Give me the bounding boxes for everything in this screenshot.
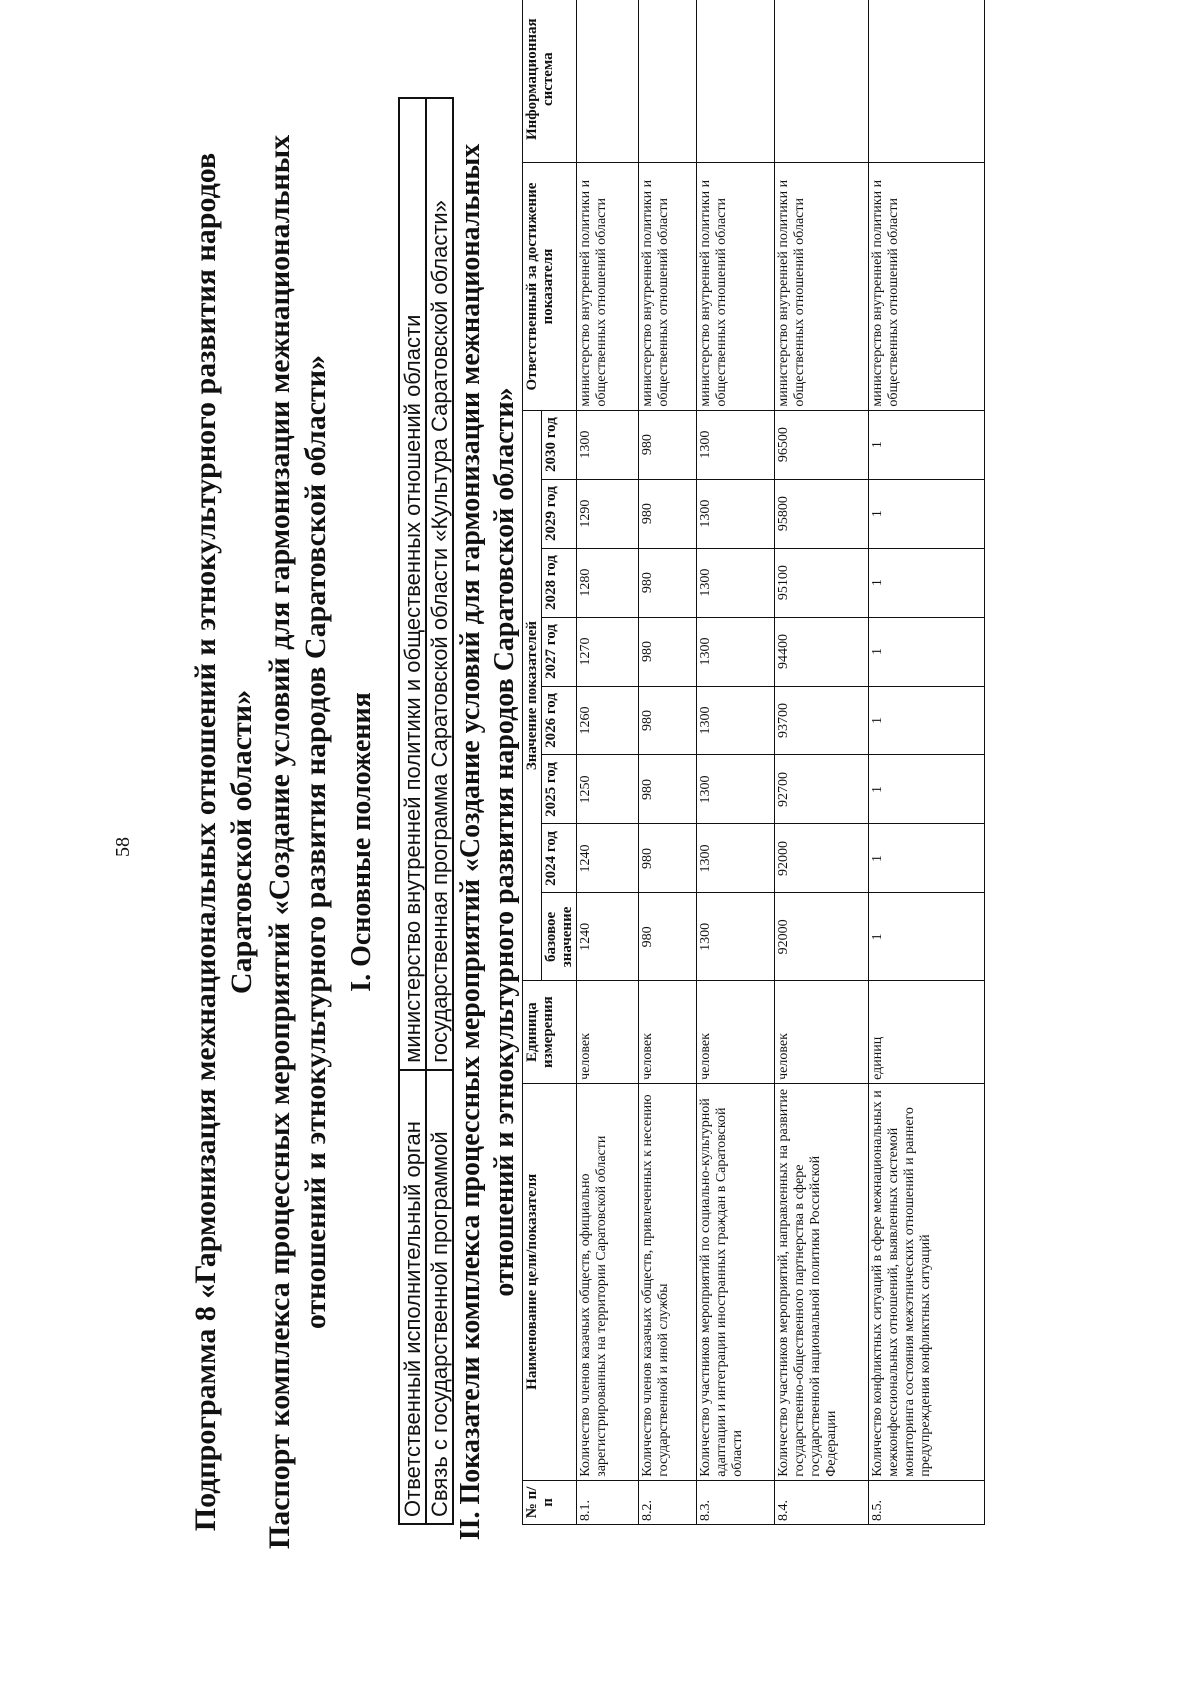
indicators-table: [522, 0, 985, 1525]
base-value-cell: 1300: [697, 893, 775, 981]
base-value-cell: 1: [869, 893, 985, 981]
year-value-cell: 1290: [577, 479, 639, 548]
col-header-year: 2029 год: [542, 479, 577, 548]
col-header-year: 2024 год: [542, 824, 577, 893]
year-value-cell: 1300: [697, 824, 775, 893]
year-value-cell: 980: [639, 755, 697, 824]
info-system-cell: [577, 0, 639, 163]
year-value-cell: 93700: [775, 686, 869, 755]
row-number: 8.4.: [775, 1480, 869, 1524]
row-value: министерство внутренней политики и общественных отношений области: [399, 98, 426, 1070]
year-value-cell: 1300: [697, 617, 775, 686]
responsible-cell: министерство внутренней политики и общественных отношений области: [869, 163, 985, 410]
table-row: [639, 0, 697, 1525]
year-value-cell: 1300: [697, 479, 775, 548]
year-value-cell: 1: [869, 755, 985, 824]
table-row: [869, 0, 985, 1525]
year-value-cell: 1280: [577, 548, 639, 617]
year-value-cell: 980: [639, 479, 697, 548]
subprogram-title: Подпрограмма 8 «Гармонизация межнациональных отношений и этнокультурного развития народов Саратовской области»: [189, 152, 258, 1532]
base-value-cell: 980: [639, 893, 697, 981]
year-value-cell: 980: [639, 617, 697, 686]
info-system-cell: [697, 0, 775, 163]
table-row: [775, 0, 869, 1525]
col-header-year: 2027 год: [542, 617, 577, 686]
col-header-unit: Единица измерения: [523, 981, 577, 1083]
col-header-base: базовое значение: [542, 893, 577, 981]
col-header-num: № п/п: [523, 1480, 577, 1524]
year-value-cell: 1: [869, 548, 985, 617]
table-row: [426, 98, 453, 1524]
basic-provisions-table: [398, 97, 454, 1525]
row-value: государственная программа Саратовской области «Культура Саратовской области»: [426, 98, 453, 1070]
year-value-cell: 92000: [775, 824, 869, 893]
year-value-cell: 980: [639, 548, 697, 617]
col-header-year: 2026 год: [542, 686, 577, 755]
year-value-cell: 1260: [577, 686, 639, 755]
year-value-cell: 96500: [775, 410, 869, 479]
row-label: Ответственный исполнительный орган: [399, 1070, 426, 1524]
year-value-cell: 1: [869, 824, 985, 893]
year-value-cell: 1240: [577, 824, 639, 893]
indicator-name: Количество членов казачьих обществ, привлеченных к несению государственной и иной службы: [639, 1083, 697, 1480]
base-value-cell: 92000: [775, 893, 869, 981]
section2-heading: II. Показатели комплекса процессных мероприятий «Создание условий для гармонизации межнациональных отношений и этнокультурного развития народов Саратовской области»: [455, 143, 520, 1541]
year-value-cell: 980: [639, 410, 697, 479]
base-value-cell: 1240: [577, 893, 639, 981]
col-header-values: Значение показателей: [523, 410, 542, 981]
unit-cell: единиц: [869, 981, 985, 1083]
indicator-name: Количество конфликтных ситуаций в сфере межнациональных и межконфессиональных отношений, выявленных системой мониторинга состояния межэтнических отношений и раннего предупреждения конфликтных ситуаций: [869, 1083, 985, 1480]
indicator-name: Количество участников мероприятий, направленных на развитие государственно-общественного партнерства в сфере государственной национальной политики Российской Федерации: [775, 1083, 869, 1480]
page-number: 58: [112, 837, 134, 857]
row-number: 8.1.: [577, 1480, 639, 1524]
row-label: Связь с государственной программой: [426, 1070, 453, 1524]
year-value-cell: 980: [639, 824, 697, 893]
responsible-cell: министерство внутренней политики и общественных отношений области: [775, 163, 869, 410]
year-value-cell: 1300: [697, 548, 775, 617]
info-system-cell: [775, 0, 869, 163]
col-header-year: 2030 год: [542, 410, 577, 479]
year-value-cell: 1300: [697, 755, 775, 824]
col-header-year: 2028 год: [542, 548, 577, 617]
year-value-cell: 1: [869, 686, 985, 755]
unit-cell: человек: [697, 981, 775, 1083]
year-value-cell: 94400: [775, 617, 869, 686]
year-value-cell: 1: [869, 479, 985, 548]
year-value-cell: 980: [639, 686, 697, 755]
year-value-cell: 1: [869, 410, 985, 479]
info-system-cell: [869, 0, 985, 163]
unit-cell: человек: [639, 981, 697, 1083]
unit-cell: человек: [577, 981, 639, 1083]
passport-title: Паспорт комплекса процессных мероприятий «Создание условий для гармонизации межнациональных отношений и этнокультурного развития народов Саратовской области»: [263, 134, 332, 1550]
row-number: 8.5.: [869, 1480, 985, 1524]
indicators-table-body: [577, 0, 985, 1525]
col-header-name: Наименование цели/показателя: [523, 1083, 577, 1480]
info-system-cell: [639, 0, 697, 163]
table-row: [399, 98, 426, 1524]
col-header-responsible: Ответственный за достижение показателя: [523, 163, 577, 410]
year-value-cell: 1300: [697, 410, 775, 479]
col-header-info: Информационная система: [523, 0, 577, 163]
year-value-cell: 1270: [577, 617, 639, 686]
indicator-name: Количество членов казачьих обществ, официально зарегистрированных на территории Саратовской области: [577, 1083, 639, 1480]
table-row: [697, 0, 775, 1525]
unit-cell: человек: [775, 981, 869, 1083]
year-value-cell: 1300: [577, 410, 639, 479]
table-header-row: [523, 0, 542, 1525]
section1-heading: I. Основные положения: [346, 692, 377, 992]
table-row: [577, 0, 639, 1525]
year-value-cell: 95100: [775, 548, 869, 617]
year-value-cell: 1300: [697, 686, 775, 755]
year-value-cell: 92700: [775, 755, 869, 824]
row-number: 8.2.: [639, 1480, 697, 1524]
col-header-year: 2025 год: [542, 755, 577, 824]
year-value-cell: 1250: [577, 755, 639, 824]
responsible-cell: министерство внутренней политики и общественных отношений области: [577, 163, 639, 410]
year-value-cell: 1: [869, 617, 985, 686]
row-number: 8.3.: [697, 1480, 775, 1524]
indicator-name: Количество участников мероприятий по социально-культурной адаптации и интеграции иностранных граждан в Саратовской области: [697, 1083, 775, 1480]
year-value-cell: 95800: [775, 479, 869, 548]
responsible-cell: министерство внутренней политики и общественных отношений области: [639, 163, 697, 410]
responsible-cell: министерство внутренней политики и общественных отношений области: [697, 163, 775, 410]
